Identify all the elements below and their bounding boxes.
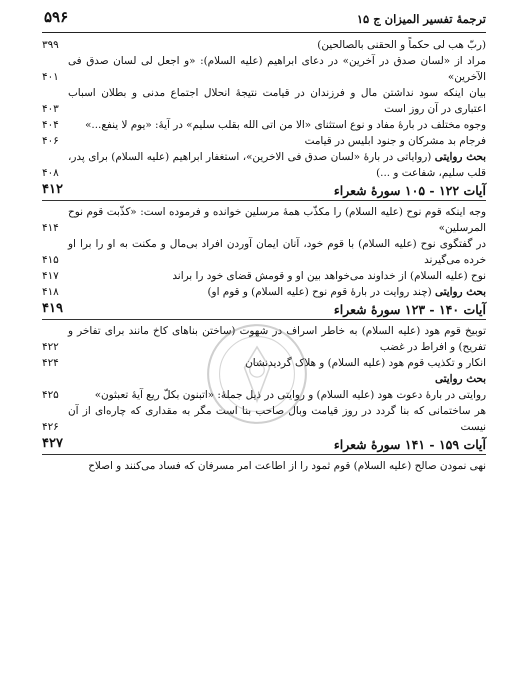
- entry-page-number: ۴۰۱: [42, 71, 59, 83]
- entry-text: (ربّ هب لی حکماً و الحقنی بالصالحین): [317, 39, 486, 51]
- entry-page-number: ۴۱۴: [42, 222, 59, 234]
- entry-text: بیان اینکه سود نداشتن مال و فرزندان در قیامت نتیجهٔ انحلال اجتماع مدنی و بطلان اسباب اعتباری در آن روز است: [68, 87, 486, 115]
- entry-page-number: ۴۱۵: [42, 254, 59, 266]
- section-heading: [42, 181, 486, 201]
- entry-text: وجوه مختلف در بارهٔ مفاد و نوع استثنای «الا من اتی الله بقلب سلیم» در آیهٔ: «یوم لا ینفع...»: [85, 119, 486, 131]
- entry-page-number: ۴۲۶: [42, 421, 59, 433]
- running-title: ترجمهٔ تفسیر المیزان ج ۱۵: [356, 12, 486, 26]
- toc-entry: [42, 236, 486, 268]
- entry-text: نهی نمودن صالح (علیه السلام) قوم ثمود را از اطاعت امر مسرفان که فساد می‌کنند و اصلاح: [88, 460, 486, 472]
- toc-entry: [42, 204, 486, 236]
- entry-page-number: ۴۲۵: [42, 389, 59, 401]
- entry-text: فرجام بد مشرکان و جنود ابلیس در قیامت: [304, 135, 486, 147]
- toc-entry: [42, 284, 486, 300]
- entry-page-number: ۴۰۶: [42, 135, 59, 147]
- entry-text: بحث روایتی (چند روایت در بارهٔ قوم نوح (علیه السلام) و قوم او): [207, 286, 486, 298]
- toc-entry: [42, 37, 486, 53]
- toc-entry: [42, 149, 486, 181]
- entry-text: روایتی در بارهٔ دعوت هود (علیه السلام) و روایتی در ذیل جملهٔ: «اتبنون بکلّ ریع آیهٔ تعبثون»: [94, 389, 486, 401]
- entry-page-number: ۴۲۲: [42, 341, 59, 353]
- section-title: آیات ۱۵۹ - ۱۴۱ سورهٔ شعراء: [333, 437, 486, 452]
- entry-text: در گفتگوی نوح (علیه السلام) با قوم خود، آنان ایمان آوردن افراد بی‌مال و مکنت به او را برا او خرده می‌گیرند: [68, 238, 486, 266]
- entry-text: بحث روایتی (روایاتی در بارهٔ «لسان صدق فی الاخرین»، استغفار ابراهیم (علیه السلام) برای پدر، قلب سلیم، شفاعت و ...): [68, 151, 486, 179]
- section-title: آیات ۱۲۲ - ۱۰۵ سورهٔ شعراء: [333, 183, 486, 198]
- page-number: ۵۹۶: [44, 8, 69, 26]
- library-watermark-seal: [205, 322, 309, 426]
- entry-page-number: ۳۹۹: [42, 39, 59, 51]
- toc-entry: [42, 53, 486, 85]
- entry-text: بحث روایتی: [434, 373, 486, 385]
- toc-entry: [42, 458, 486, 474]
- entry-page-number: ۴۰۴: [42, 119, 59, 131]
- entry-page-number: ۴۲۷: [42, 436, 63, 451]
- entry-page-number: ۴۰۳: [42, 103, 59, 115]
- toc-entry: [42, 133, 486, 149]
- entry-text: وجه اینکه قوم نوح (علیه السلام) را مکذّب همهٔ مرسلین خوانده و فرموده است: «کذّبت قوم نوح المرسلین»: [68, 206, 486, 234]
- entry-text: انکار و تکذیب قوم هود (علیه السلام) و هلاک گردیدنشان: [245, 357, 486, 369]
- entry-page-number: ۴۱۷: [42, 270, 59, 282]
- entry-page-number: ۴۱۹: [42, 301, 63, 316]
- section-title: آیات ۱۴۰ - ۱۲۳ سورهٔ شعراء: [333, 302, 486, 317]
- toc-entry: [42, 117, 486, 133]
- entry-text: مراد از «لسان صدق در آخرین» در دعای ابراهیم (علیه السلام): «و اجعل لی لسان صدق فی الآخرین»: [68, 55, 486, 83]
- toc-entry: [42, 85, 486, 117]
- entry-page-number: ۴۲۴: [42, 357, 59, 369]
- entry-page-number: ۴۰۸: [42, 167, 59, 179]
- entry-text: هر ساختمانی که بنا گردد در روز قیامت وبال صاحب بنا است مگر به مقداری که چاره‌ای از آن نیست: [68, 405, 486, 433]
- entry-page-number: ۴۱۸: [42, 286, 59, 298]
- entry-page-number: ۴۱۲: [42, 182, 63, 197]
- toc-entry: [42, 268, 486, 284]
- section-heading: [42, 300, 486, 320]
- page-header: [42, 6, 486, 33]
- entry-text: نوح (علیه السلام) از خداوند می‌خواهد بین او و قومش قضای خود را براند: [172, 270, 486, 282]
- entry-text: توبیخ قوم هود (علیه السلام) به خاطر اسراف در شهوت (ساختن بناهای کاخ مانند برای تفاخر و تفریح) و افراط در غضب: [68, 325, 486, 353]
- section-heading: [42, 435, 486, 455]
